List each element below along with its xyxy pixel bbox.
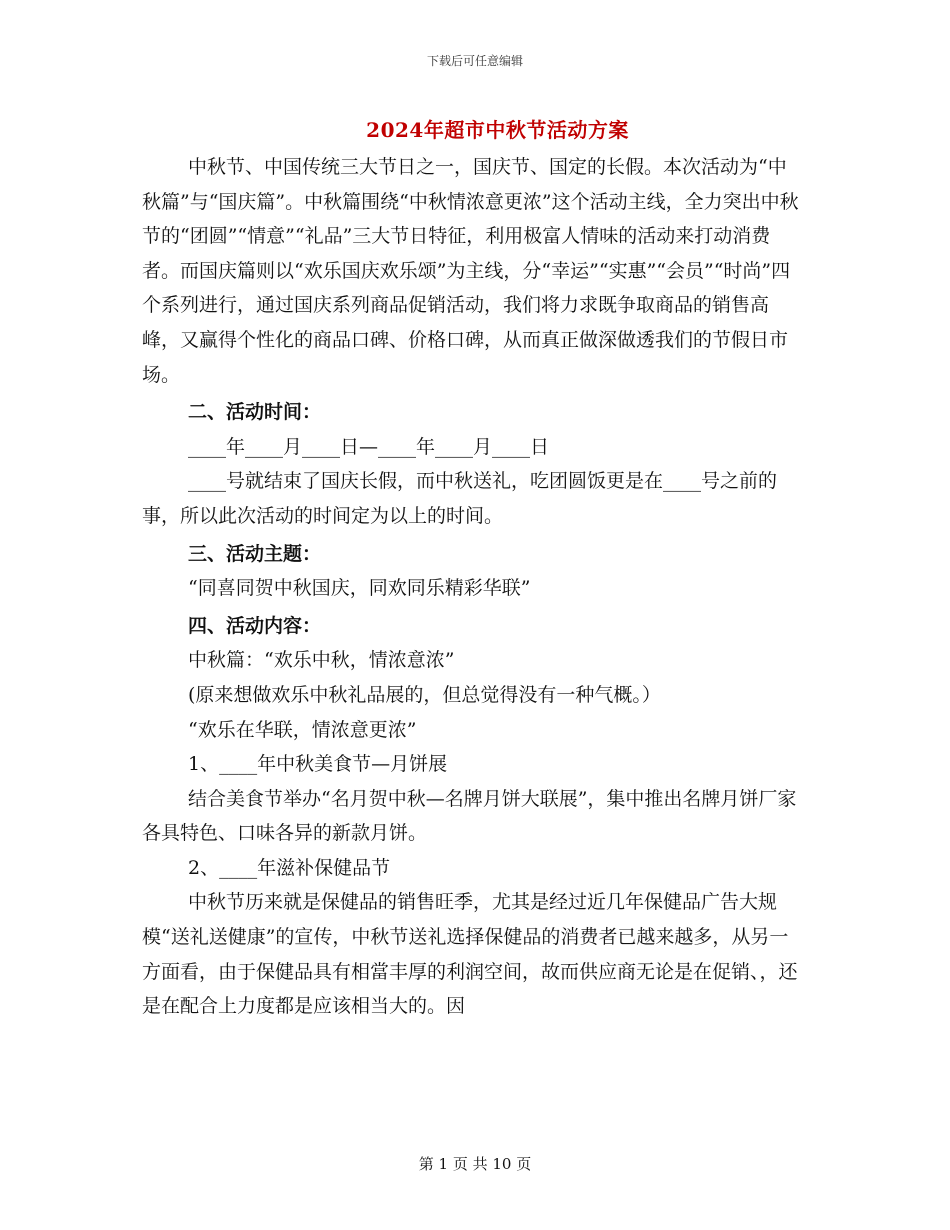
section-4-subtitle: 中秋篇：“欢乐中秋，情浓意浓” bbox=[188, 649, 455, 672]
item-2-title: 2、____年滋补保健品节 bbox=[188, 856, 391, 879]
section-2-heading: 二、活动时间： bbox=[188, 401, 322, 424]
document-title: 2024年超市中秋节活动方案 bbox=[366, 118, 629, 142]
document-body bbox=[142, 150, 802, 1024]
page-footer: 第 1 页 共 10 页 bbox=[418, 1155, 532, 1173]
item-2-text: 中秋节历来就是保健品的销售旺季，尤其是经过近几年保健品广告大规模“送礼送健康”的宣传，中秋节送礼选择保健品的消费者已越来越多，从另一方面看，由于保健品具有相當丰厚的利润空间，故而供应商无论是在促销、，还是在配合上力度都是应该相当大的。因 bbox=[142, 891, 798, 1018]
header-note: 下载后可任意编辑 bbox=[426, 54, 523, 68]
section-4-heading: 四、活动内容： bbox=[188, 614, 322, 637]
item-1-text: 结合美食节举办“名月贺中秋—名牌月饼大联展”，集中推出名牌月饼厂家各具特色、口味各异的新款月饼。 bbox=[142, 787, 797, 845]
section-2-dates: ____年____月____日—____年____月____日 bbox=[188, 435, 550, 458]
section-4-note: (原来想做欢乐中秋礼品展的，但总觉得没有一种气概。） bbox=[188, 683, 661, 706]
item-1-title: 1、____年中秋美食节—月饼展 bbox=[188, 753, 448, 776]
section-3-heading: 三、活动主题： bbox=[188, 542, 322, 565]
section-2-text: ____号就结束了国庆长假，而中秋送礼，吃团圆饭更是在____号之前的事，所以此次活动的时间定为以上的时间。 bbox=[142, 470, 778, 527]
section-4-slogan: “欢乐在华联，情浓意更浓” bbox=[188, 718, 417, 741]
section-3-theme: “同喜同贺中秋国庆，同欢同乐精彩华联” bbox=[188, 577, 531, 600]
intro-paragraph: 中秋节、中国传统三大节日之一，国庆节、国定的长假。本次活动为“中秋篇”与“国庆篇”。中秋篇围绕“中秋情浓意更浓”这个活动主线，全力突出中秋节的“团圆”“情意”“礼品”三大节日特征，利用极富人情味的活动来打动消费者。而国庆篇则以“欢乐国庆欢乐颂”为主线，分“幸运”“实惠”“会员”“时尚”四个系列进行，通过国庆系列商品促销活动，我们将力求既争取商品的销售高峰，又赢得个性化的商品口碑、价格口碑，从而真正做深做透我们的节假日市场。 bbox=[142, 156, 799, 386]
